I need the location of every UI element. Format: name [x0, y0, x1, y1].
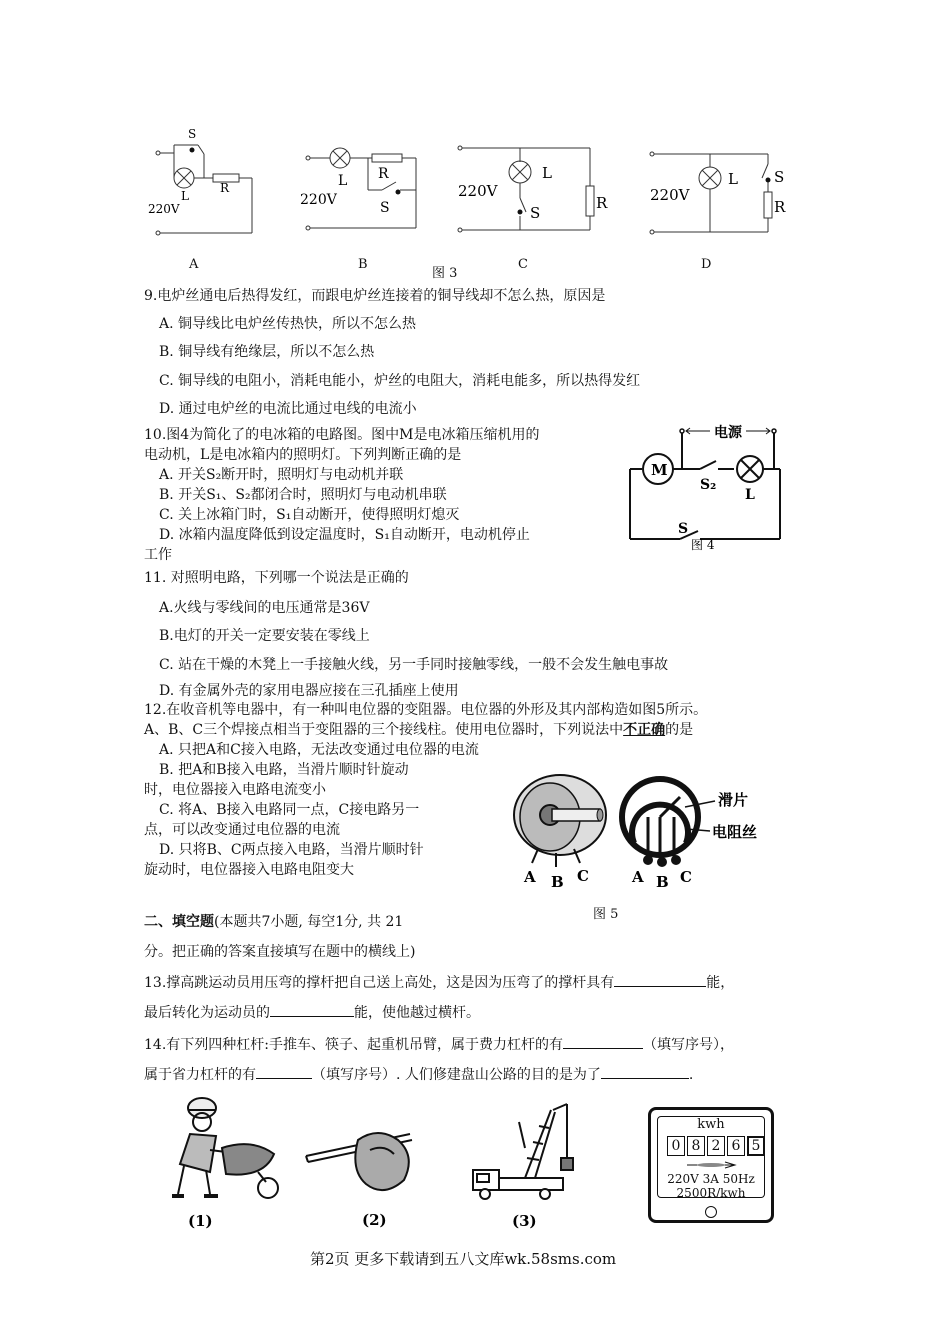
meter-unit: kwh	[697, 1117, 725, 1132]
picture-1-label: (1)	[188, 1212, 213, 1230]
q10-option-d: D. 冰箱内温度降低到设定温度时，S₁自动断开，电动机停止	[159, 527, 530, 543]
chopsticks-picture	[300, 1110, 430, 1230]
figure-3-circuits	[140, 120, 820, 280]
q13-blank-2[interactable]	[270, 1002, 354, 1017]
terminal-a-ext: A	[524, 868, 536, 886]
meter-digit-4: 6	[727, 1136, 745, 1156]
circuit-c-resistor-label: R	[596, 194, 608, 212]
meter-digit-3: 2	[707, 1136, 725, 1156]
q14-line-1	[144, 1034, 734, 1055]
circuit-c-voltage-label: 220V	[458, 182, 498, 200]
section-2-note: (本题共7小题, 每空1分, 共 21	[214, 914, 404, 930]
page-footer: 第2页 更多下载请到五八文库wk.58sms.com	[310, 1250, 617, 1268]
q9-option-a: A. 铜导线比电炉丝传热快，所以不怎么热	[159, 316, 417, 332]
circuit-b-switch-label: S	[380, 200, 390, 216]
picture-2-label: (2)	[362, 1211, 387, 1229]
q10-line-1: 10.图4为简化了的电冰箱的电路图。图中M是电冰箱压缩机用的	[144, 427, 540, 443]
q12-line-2	[144, 720, 693, 740]
switch-s2-label: S₂	[700, 477, 717, 493]
q12-line-2-pre: A、B、C三个焊接点相当于变阻器的三个接线柱。使用电位器时，下列说法中	[144, 722, 624, 738]
q9-option-c: C. 铜导线的电阻小，消耗电能小，炉丝的电阻大，消耗电能多，所以热得发红	[159, 373, 641, 389]
circuit-d-voltage-label: 220V	[650, 186, 690, 204]
q14-blank-3[interactable]	[601, 1064, 689, 1079]
resistance-wire-label: 电阻丝	[712, 823, 758, 841]
q11-option-b: B.电灯的开关一定要安装在零线上	[159, 628, 370, 644]
meter-digit-5: 5	[747, 1136, 765, 1156]
q12-option-d-cont: 旋动时，电位器接入电路电阻变大	[144, 862, 354, 878]
circuit-b-resistor-label: R	[378, 166, 389, 182]
q14-line-2	[144, 1064, 693, 1085]
q12-option-b-cont: 时，电位器接入电路电流变小	[144, 782, 326, 798]
meter-digit-1: 0	[667, 1136, 685, 1156]
circuit-a-resistor-label: R	[220, 181, 230, 195]
circuit-a-letter: A	[189, 257, 199, 272]
q12-line-1: 12.在收音机等电器中，有一种叫电位器的变阻器。电位器的外形及其内部构造如图5所示。	[144, 702, 708, 718]
q12-line-2-post: 的是	[665, 722, 694, 738]
q10-line-2: 电动机，L是电冰箱内的照明灯。下列判断正确的是	[144, 447, 462, 463]
slider-label: 滑片	[718, 791, 749, 809]
q12-option-c: C. 将A、B接入电路同一点，C接电路另一	[159, 802, 420, 818]
q9-option-b: B. 铜导线有绝缘层，所以不怎么热	[159, 344, 375, 360]
meter-digit-2: 8	[687, 1136, 705, 1156]
circuit-b-letter: B	[358, 257, 368, 272]
figure-5-potentiometer	[500, 765, 800, 895]
q14-text-3: 属于省力杠杆的有	[144, 1067, 256, 1083]
q9-option-d: D. 通过电炉丝的电流比通过电线的电流小	[159, 401, 417, 417]
meter-spec-2: 2500R/kwh	[676, 1186, 746, 1200]
section-2-note-cont: 分。把正确的答案直接填写在题中的横线上)	[144, 944, 416, 960]
circuit-c-switch-label: S	[530, 204, 541, 222]
section-2-title: 二、填空题	[144, 914, 214, 930]
circuit-c-letter: C	[518, 257, 528, 272]
switch-s-label: S	[678, 521, 689, 537]
circuit-a-lamp-label: L	[181, 189, 189, 203]
q9-stem: 9.电炉丝通电后热得发红，而跟电炉丝连接着的铜导线却不怎么热，原因是	[144, 288, 606, 304]
q12-option-c-cont: 点，可以改变通过电位器的电流	[144, 822, 340, 838]
circuit-d-lamp-label: L	[728, 170, 738, 188]
circuit-d-switch-label: S	[774, 168, 785, 186]
potentiometer-interior	[622, 779, 715, 867]
q11-option-a: A.火线与零线间的电压通常是36V	[159, 600, 370, 616]
power-label: 电源	[714, 425, 742, 441]
circuit-d-letter: D	[701, 257, 712, 272]
meter-digits	[667, 1136, 765, 1156]
q11-option-d: D. 有金属外壳的家用电器应接在三孔插座上使用	[159, 683, 459, 699]
q13-line-2	[144, 1002, 480, 1023]
q13-blank-1[interactable]	[614, 972, 706, 987]
terminal-b-ext: B	[551, 873, 564, 891]
meter-terminal-icon	[705, 1206, 717, 1218]
q12-option-a: A. 只把A和C接入电路，无法改变通过电位器的电流	[159, 742, 479, 758]
meter-rotor-icon	[681, 1160, 741, 1170]
circuit-b	[306, 148, 416, 230]
q10-option-a: A. 开关S₂断开时，照明灯与电动机并联	[159, 467, 404, 483]
q14-text-5: .	[688, 1067, 694, 1083]
circuit-a	[156, 145, 252, 235]
q14-blank-1[interactable]	[563, 1034, 643, 1049]
figure-4-caption: 图 4	[691, 538, 715, 552]
figure-3-caption: 图 3	[432, 266, 458, 281]
q12-option-d: D. 只将B、C两点接入电路，当滑片顺时针	[159, 842, 424, 858]
q14-text-4: （填写序号）. 人们修建盘山公路的目的是为了	[312, 1067, 601, 1083]
lamp-label: L	[745, 487, 755, 503]
q12-option-b: B. 把A和B接入电路，当滑片顺时针旋动	[159, 762, 409, 778]
figure-4-fridge-circuit	[620, 415, 790, 555]
section-2-heading	[144, 912, 403, 932]
circuit-a-voltage-label: 220V	[148, 202, 180, 216]
electricity-meter	[648, 1107, 774, 1223]
q10-option-c: C. 关上冰箱门时，S₁自动断开，使得照明灯熄灭	[159, 507, 460, 523]
circuit-d-resistor-label: R	[774, 198, 786, 216]
terminal-c-ext: C	[577, 867, 589, 885]
circuit-b-lamp-label: L	[338, 173, 348, 189]
motor-label: M	[651, 461, 668, 479]
q13-text-3: 最后转化为运动员的	[144, 1005, 270, 1021]
q11-stem: 11. 对照明电路，下列哪一个说法是正确的	[144, 570, 409, 586]
q10-option-d-cont: 工作	[144, 547, 172, 563]
q13-text-1: 13.撑高跳运动员用压弯的撑杆把自己送上高处，这是因为压弯了的撑杆具有	[144, 975, 615, 991]
crane-picture	[455, 1098, 595, 1230]
meter-spec-1: 220V 3A 50Hz	[667, 1172, 755, 1186]
q10-option-b: B. 开关S₁、S₂都闭合时，照明灯与电动机串联	[159, 487, 447, 503]
circuit-a-switch-label: S	[188, 127, 197, 141]
q13-line-1	[144, 972, 734, 993]
terminal-a-int: A	[632, 868, 644, 886]
wheelbarrow-picture	[150, 1090, 290, 1230]
q14-blank-2[interactable]	[256, 1064, 312, 1079]
potentiometer-exterior	[514, 775, 606, 867]
terminal-b-int: B	[656, 873, 669, 891]
circuit-b-voltage-label: 220V	[300, 192, 337, 208]
picture-3-label: (3)	[512, 1212, 537, 1230]
figure-5-caption: 图 5	[593, 907, 619, 922]
q13-text-4: 能，使他越过横杆。	[354, 1005, 480, 1021]
q14-text-2: （填写序号），	[642, 1037, 734, 1053]
q11-option-c: C. 站在干燥的木凳上一手接触火线，另一手同时接触零线，一般不会发生触电事故	[159, 657, 669, 673]
circuit-c-lamp-label: L	[542, 164, 552, 182]
q13-text-2: 能，	[706, 975, 735, 991]
terminal-c-int: C	[680, 868, 692, 886]
q12-emphasis: 不正确	[623, 722, 666, 738]
q14-text-1: 14.有下列四种杠杆:手推车、筷子、起重机吊臂，属于费力杠杆的有	[144, 1037, 563, 1053]
